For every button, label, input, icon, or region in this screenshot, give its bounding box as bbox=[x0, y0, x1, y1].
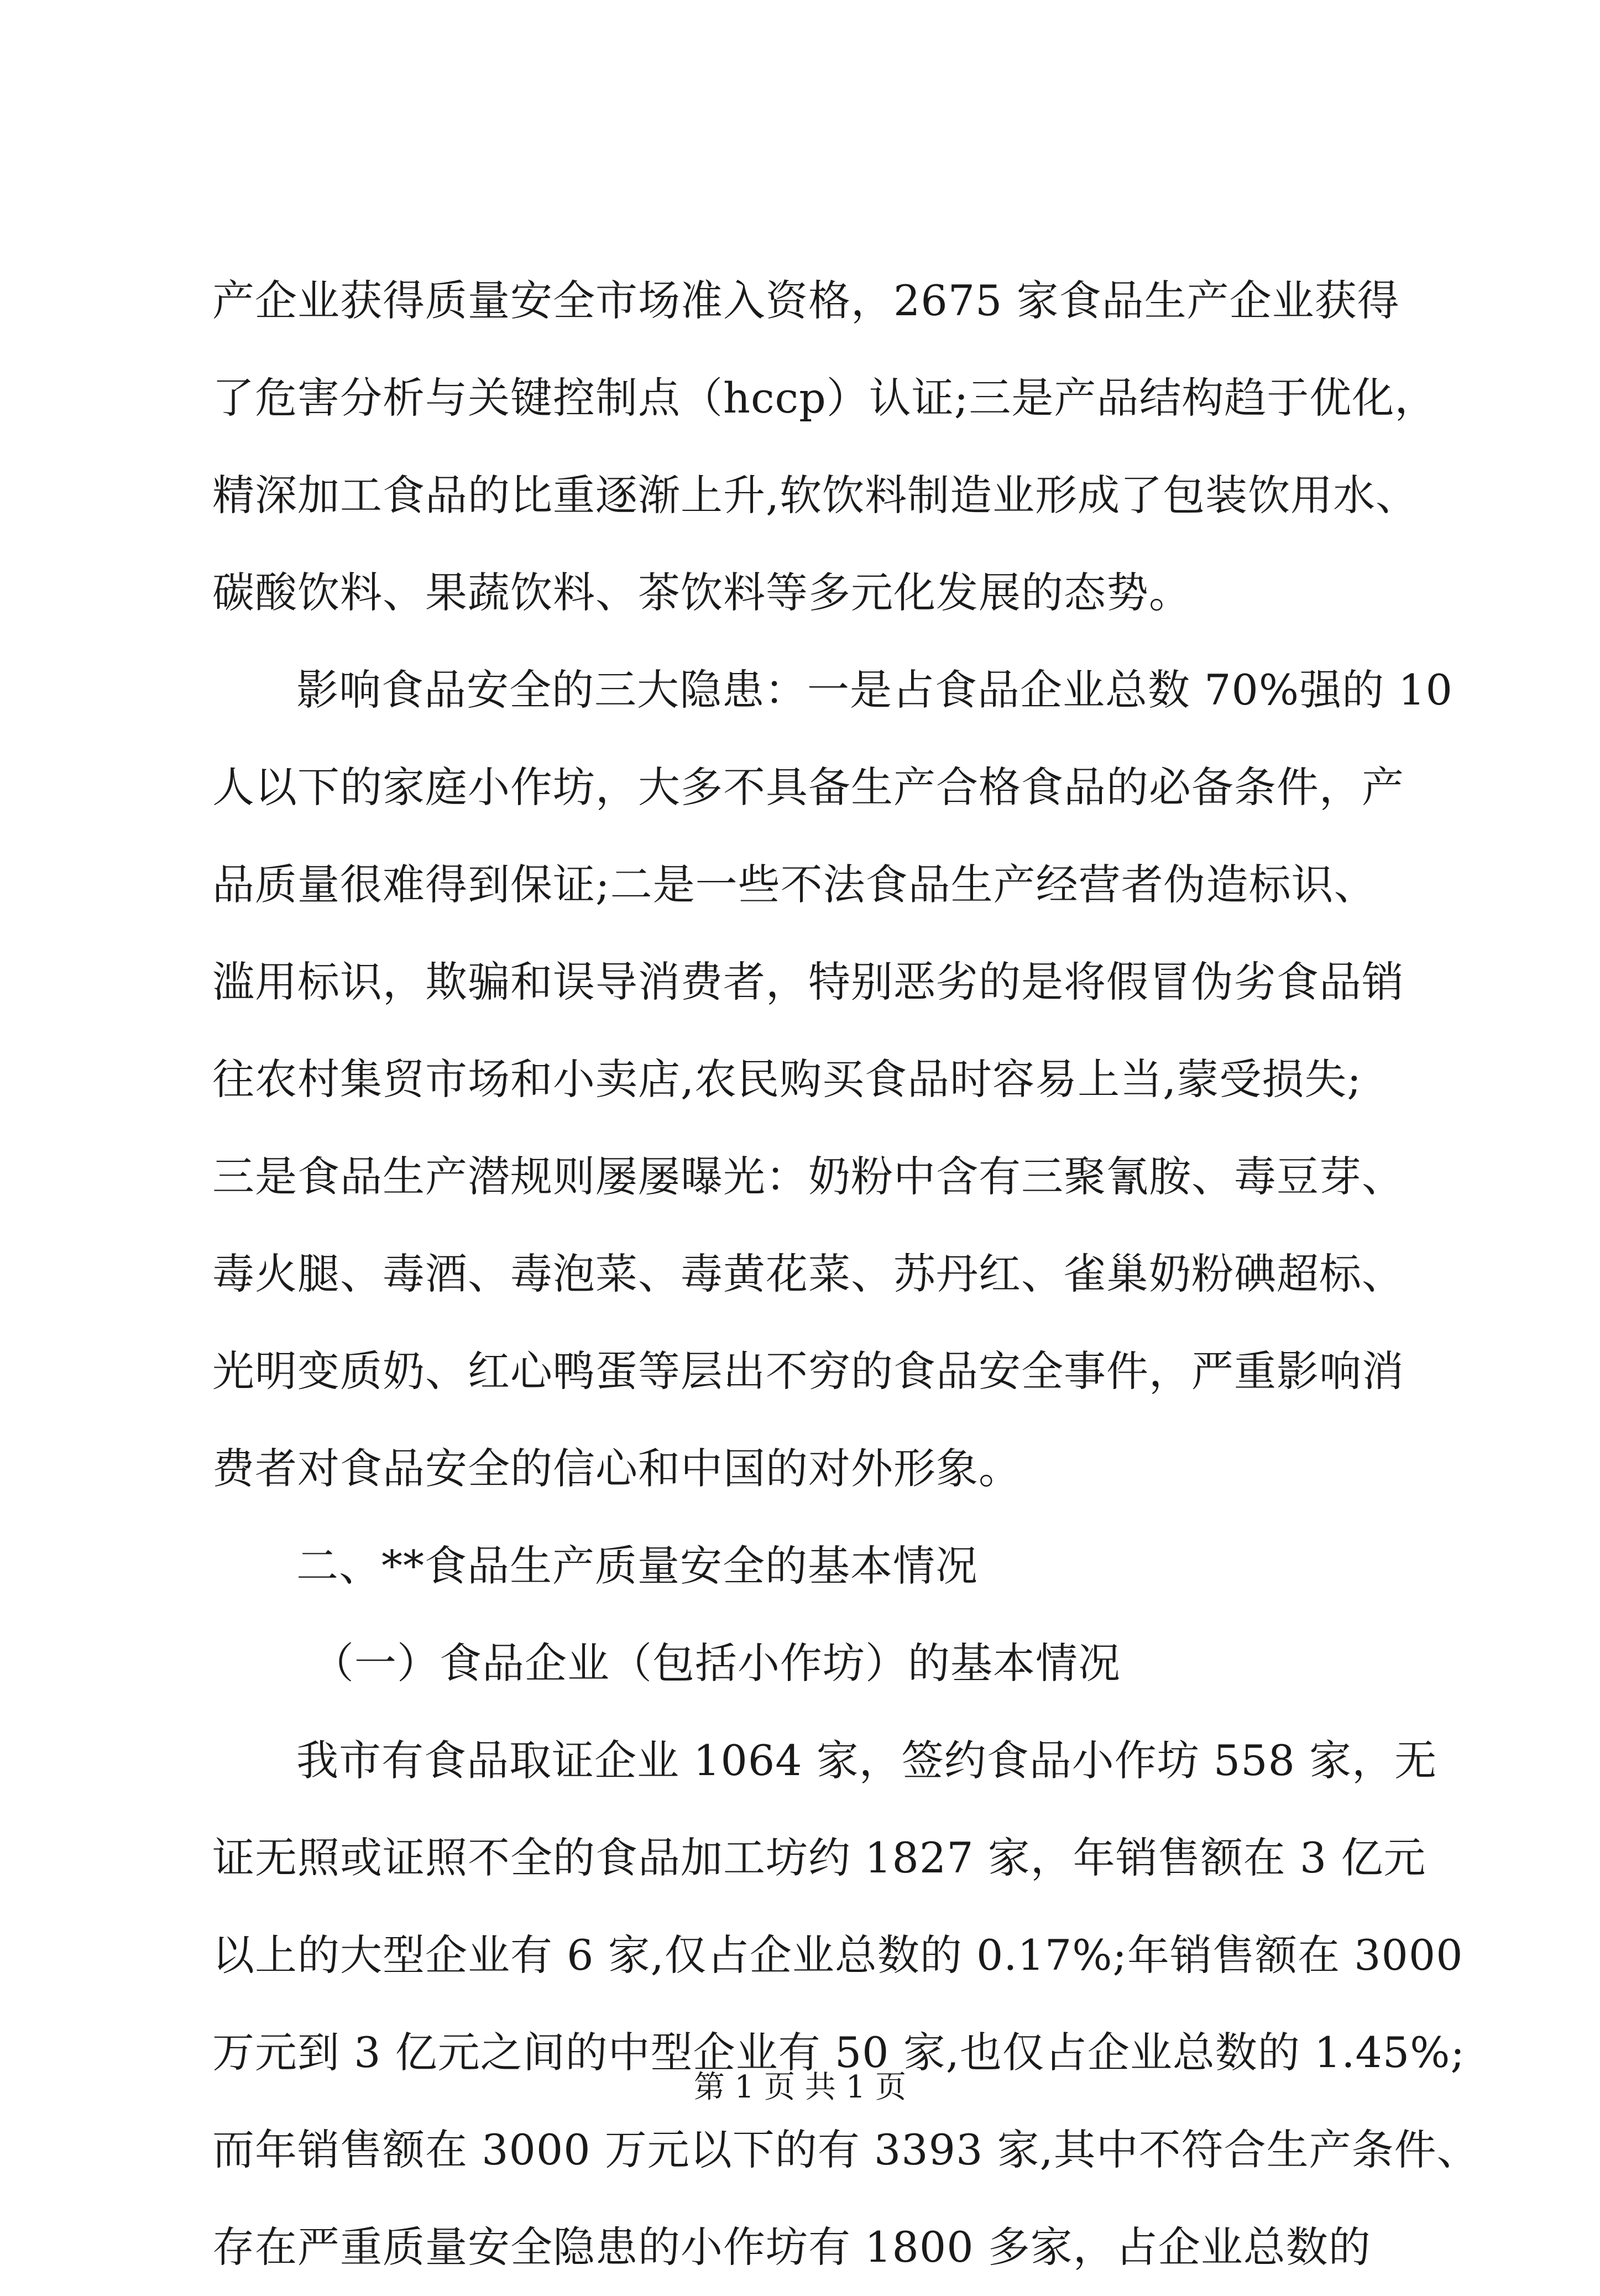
paragraph-start-line: 我市有食品取证企业 1064 家，签约食品小作坊 558 家，无 bbox=[296, 1736, 1437, 1785]
text-line: 三是食品生产潜规则屡屡曝光：奶粉中含有三聚氰胺、毒豆芽、 bbox=[212, 1152, 1404, 1201]
text-line: 光明变质奶、红心鸭蛋等层出不穷的食品安全事件，严重影响消 bbox=[212, 1347, 1404, 1396]
text-line: 毒火腿、毒酒、毒泡菜、毒黄花菜、苏丹红、雀巢奶粉碘超标、 bbox=[212, 1249, 1404, 1298]
subsection-heading: （一）食品企业（包括小作坊）的基本情况 bbox=[312, 1638, 1121, 1688]
text-line: 碳酸饮料、果蔬饮料、茶饮料等多元化发展的态势。 bbox=[212, 568, 1191, 617]
paragraph-start-line: 影响食品安全的三大隐患：一是占食品企业总数 70%强的 10 bbox=[296, 665, 1453, 714]
text-line: 而年销售额在 3000 万元以下的有 3393 家,其中不符合生产条件、 bbox=[212, 2125, 1479, 2174]
text-line: 往农村集贸市场和小卖店,农民购买食品时容易上当,蒙受损失; bbox=[212, 1055, 1362, 1104]
text-line: 万元到 3 亿元之间的中型企业有 50 家,也仅占企业总数的 1.45%; bbox=[212, 2028, 1466, 2077]
document-body bbox=[212, 252, 1479, 2296]
text-line: 精深加工食品的比重逐渐上升,软饮料制造业形成了包装饮用水、 bbox=[212, 471, 1419, 520]
text-line: 品质量很难得到保证;二是一些不法食品生产经营者伪造标识、 bbox=[212, 860, 1377, 909]
text-line: 证无照或证照不全的食品加工坊约 1827 家，年销售额在 3 亿元 bbox=[212, 1833, 1426, 1882]
text-line: 以上的大型企业有 6 家,仅占企业总数的 0.17%;年销售额在 3000 bbox=[212, 1930, 1463, 1980]
text-line: 滥用标识，欺骗和误导消费者，特别恶劣的是将假冒伪劣食品销 bbox=[212, 957, 1404, 1006]
text-line: 存在严重质量安全隐患的小作坊有 1800 多家，占企业总数的 bbox=[212, 2222, 1371, 2272]
text-line: 产企业获得质量安全市场准入资格，2675 家食品生产企业获得 bbox=[212, 276, 1400, 325]
text-line: 费者对食品安全的信心和中国的对外形象。 bbox=[212, 1444, 1021, 1493]
section-heading: 二、**食品生产质量安全的基本情况 bbox=[296, 1541, 978, 1590]
text-line: 了危害分析与关键控制点（hccp）认证;三是产品结构趋于优化， bbox=[212, 373, 1437, 422]
page-footer: 第 1 页 共 1 页 bbox=[693, 2069, 907, 2105]
text-line: 人以下的家庭小作坊，大多不具备生产合格食品的必备条件，产 bbox=[212, 763, 1404, 812]
